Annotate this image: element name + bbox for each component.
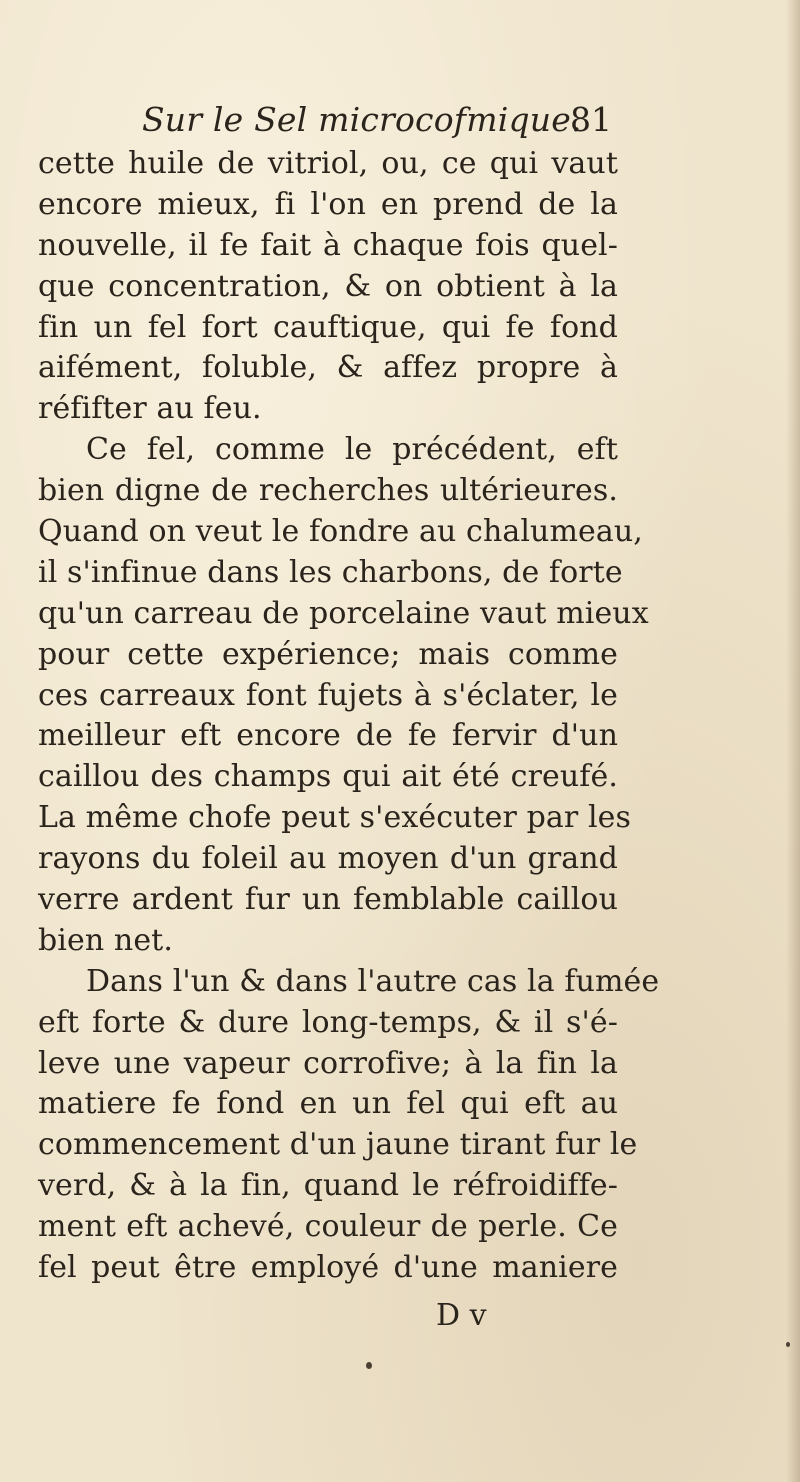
text-line: Quand on veut le fondre au chalumeau, [38,514,643,550]
text-line: caillou des champs qui ait été creufé. [38,759,618,795]
text-line: meilleur eft encore de fe fervir d'un [38,718,618,754]
text-line: eft forte & dure long-temps, & il s'é- [38,1004,618,1040]
catchword: D v [436,1298,487,1333]
text-line: pour cette expérience; mais comme [38,636,618,672]
text-line: matiere fe fond en un fel qui eft au [38,1086,618,1122]
text-line: nouvelle, il fe fait à chaque fois quel- [38,227,618,263]
text-line: ment eft achevé, couleur de perle. Ce [38,1209,618,1245]
text-line: Dans l'un & dans l'autre cas la fumée [86,963,660,999]
text-line: que concentration, & on obtient à la [38,268,618,304]
ink-speck [786,1342,790,1347]
text-line: Ce fel, comme le précédent, eft [86,432,618,468]
text-line: rayons du foleil au moyen d'un grand [38,841,618,877]
text-line: commencement d'un jaune tirant fur le [38,1127,638,1163]
text-line: encore mieux, fi l'on en prend de la [38,186,618,222]
text-line: verd, & à la fin, quand le réfroidiffe- [38,1168,618,1204]
text-line: réfifter au feu. [38,391,262,427]
text-line: bien digne de recherches ultérieures. [38,473,618,509]
page-number: 81 [570,100,612,139]
text-line: ces carreaux font fujets à s'éclater, le [38,677,618,713]
body-text [38,144,660,1289]
running-title: Sur le Sel microcofmique. [142,100,582,139]
ink-speck [366,1362,372,1369]
text-line: leve une vapeur corrofive; à la fin la [38,1045,618,1081]
text-line: fin un fel fort cauftique, qui fe fond [38,309,618,345]
text-line: fel peut être employé d'une maniere [38,1250,618,1286]
text-line: aifément, foluble, & affez propre à [38,350,618,386]
text-line: La même chofe peut s'exécuter par les [38,800,632,836]
text-line: verre ardent fur un femblable caillou [38,882,618,918]
page-edge-shadow [786,0,800,1482]
text-line: cette huile de vitriol, ou, ce qui vaut [38,146,618,181]
text-line: qu'un carreau de porcelaine vaut mieux [38,595,649,631]
text-line: bien net. [38,922,173,958]
running-head [40,100,620,144]
text-line: il s'infinue dans les charbons, de forte [38,554,623,590]
